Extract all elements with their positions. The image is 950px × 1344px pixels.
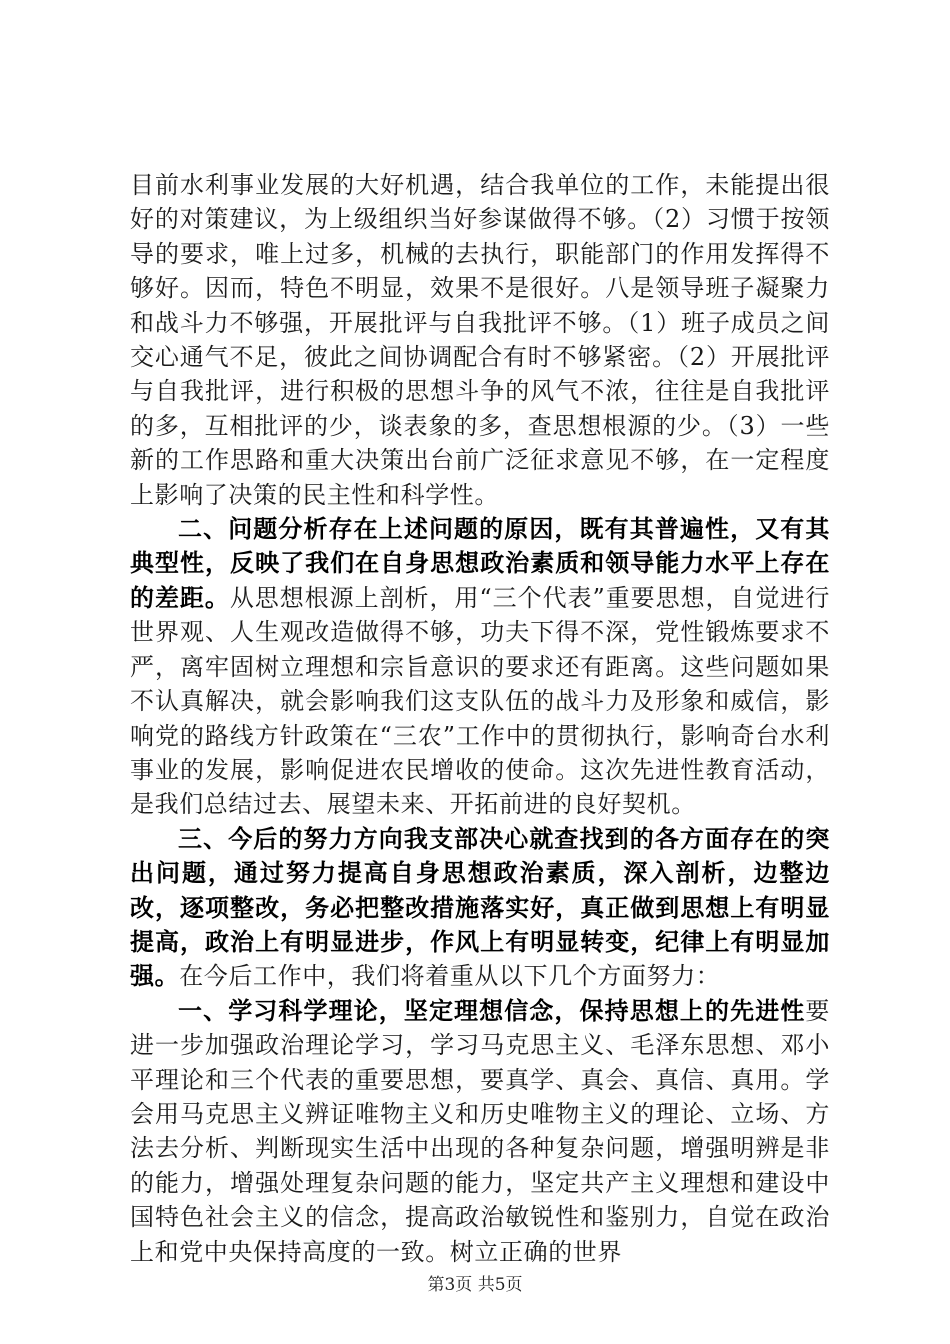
- page-number-footer: 第3页 共5页: [427, 1275, 523, 1295]
- paragraph-4: [130, 994, 830, 1269]
- paragraph-3: [130, 822, 830, 994]
- paragraph-3-lead: 三、今后的努力方向我支部决心就查找到的各方面存在的突出问题，通过努力提高自身思想政治素质，深入剖析，边整边改，逐项整改，务必把整改措施落实好，真正做到思想上有明显提高，政治上有明显进步，作风上有明显转变，纪律上有明显加强。: [130, 823, 830, 991]
- document-body: [130, 168, 830, 1269]
- paragraph-4-text: 要进一步加强政治理论学习，学习马克思主义、毛泽东思想、邓小平理论和三个代表的重要思想，要真学、真会、真信、真用。学会用马克思主义辨证唯物主义和历史唯物主义的理论、立场、方法去分析、判断现实生活中出现的各种复杂问题，增强明辨是非的能力，增强处理复杂问题的能力，坚定共产主义理想和建设中国特色社会主义的信念，提高政治敏锐性和鉴别力，自觉在政治上和党中央保持高度的一致。树立正确的世界: [130, 996, 830, 1266]
- paragraph-1-text: 目前水利事业发展的大好机遇，结合我单位的工作，未能提出很好的对策建议，为上级组织当好参谋做得不够。（2）习惯于按领导的要求，唯上过多，机械的去执行，职能部门的作用发挥得不够好。因而，特色不明显，效果不是很好。八是领导班子凝聚力和战斗力不够强，开展批评与自我批评不够。（1）班子成员之间交心通气不足，彼此之间协调配合有时不够紧密。（2）开展批评与自我批评，进行积极的思想斗争的风气不浓，往往是自我批评的多，互相批评的少，谈表象的多，查思想根源的少。（3）一些新的工作思路和重大决策出台前广泛征求意见不够，在一定程度上影响了决策的民主性和科学性。: [130, 171, 830, 509]
- paragraph-4-lead: 一、学习科学理论，坚定理想信念，保持思想上的先进性: [178, 995, 806, 1025]
- paragraph-2-lead: 二、问题分析存在上述问题的原因，既有其普遍性，又有其典型性，反映了我们在自身思想政治素质和领导能力水平上存在的差距。: [130, 514, 830, 612]
- paragraph-3-text: 在今后工作中，我们将着重从以下几个方面努力：: [179, 962, 721, 991]
- paragraph-2: [130, 512, 830, 822]
- paragraph-2-text: 从思想根源上剖析，用“三个代表”重要思想，自觉进行世界观、人生观改造做得不够，功夫下得不深，党性锻炼要求不严，离牢固树立理想和宗旨意识的要求还有距离。这些问题如果不认真解决，就会影响我们这支队伍的战斗力及形象和威信，影响党的路线方针政策在“三农”工作中的贯彻执行，影响奇台水利事业的发展，影响促进农民增收的使命。这次先进性教育活动，是我们总结过去、展望未来、开拓前进的良好契机。: [130, 583, 830, 819]
- paragraph-1: [130, 168, 830, 512]
